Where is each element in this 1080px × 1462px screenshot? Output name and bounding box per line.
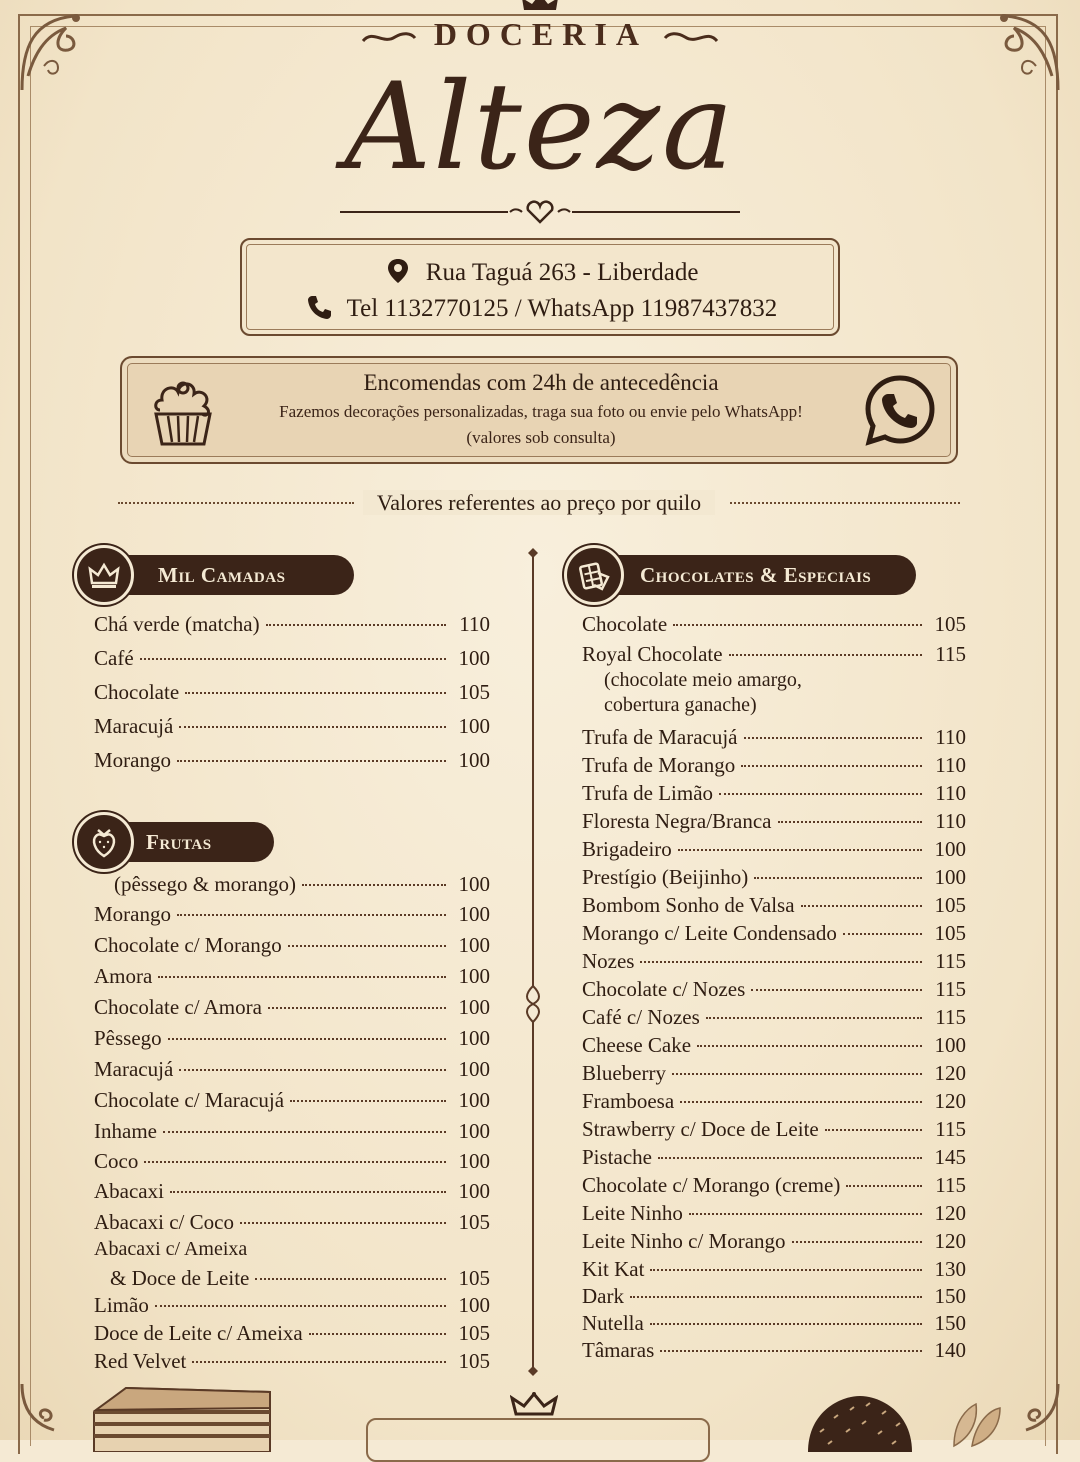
item-name: Leite Ninho <box>582 1201 683 1225</box>
leader-dots <box>309 1333 446 1335</box>
chocolate-bar-icon <box>578 559 610 591</box>
menu-item <box>94 902 490 927</box>
item-name: Kit Kat <box>582 1257 645 1281</box>
menu-item <box>582 1229 966 1254</box>
truffle-icon <box>800 1392 920 1452</box>
leader-dots <box>678 849 922 851</box>
leader-dots <box>719 793 922 795</box>
menu-item <box>582 865 966 890</box>
item-price: 100 <box>458 1179 490 1203</box>
leader-dots <box>268 1007 446 1009</box>
leader-dots <box>155 1305 446 1307</box>
item-price: 110 <box>935 809 966 833</box>
menu-item <box>582 1338 966 1363</box>
menu-item <box>582 1257 966 1282</box>
item-detail: cobertura ganache) <box>604 694 757 716</box>
leader-dots <box>185 692 446 694</box>
corner-ornament-bottom-left-icon <box>14 1380 74 1440</box>
menu-item <box>110 1266 490 1291</box>
item-name: Chá verde (matcha) <box>94 612 260 636</box>
bottom-crown-icon <box>510 1392 558 1418</box>
leader-dots <box>650 1323 922 1325</box>
section-title-frutas: Frutas <box>104 822 274 862</box>
price-note <box>118 490 960 516</box>
item-name: Café <box>94 646 134 670</box>
menu-item <box>94 964 490 989</box>
item-name: Bombom Sonho de Valsa <box>582 893 795 917</box>
item-price: 140 <box>934 1338 966 1362</box>
menu-item <box>94 995 490 1020</box>
menu-item <box>94 1293 490 1318</box>
leader-dots <box>640 961 922 963</box>
leader-dots <box>163 1131 446 1133</box>
item-price: 100 <box>458 646 490 670</box>
leader-dots <box>158 976 446 978</box>
item-price: 110 <box>459 612 490 636</box>
leader-dots <box>843 933 922 935</box>
orders-note: (valores sob consulta) <box>466 428 616 447</box>
menu-item <box>582 1173 966 1198</box>
leader-dots <box>170 1191 446 1193</box>
menu-item <box>582 612 966 637</box>
item-price: 100 <box>458 1088 490 1112</box>
item-price: 110 <box>935 753 966 777</box>
item-price: 100 <box>934 1033 966 1057</box>
item-name: Trufa de Morango <box>582 753 736 777</box>
strawberry-icon <box>88 826 120 858</box>
menu-item <box>582 725 966 750</box>
whatsapp-icon[interactable] <box>864 374 936 446</box>
item-name: Brigadeiro <box>582 837 672 861</box>
leader-dots <box>630 1296 922 1298</box>
item-price: 115 <box>935 1005 966 1029</box>
location-pin-icon <box>386 258 410 284</box>
menu-item <box>94 714 490 739</box>
menu-item <box>582 1089 966 1114</box>
item-name: Royal Chocolate <box>582 642 723 666</box>
phone-text[interactable]: Tel 1132770125 / WhatsApp 11987437832 <box>346 295 778 322</box>
leader-dots <box>302 884 446 886</box>
leader-dots <box>729 654 922 656</box>
item-name: Maracujá <box>94 714 174 738</box>
leader-dots <box>778 821 922 823</box>
item-price: 105 <box>458 1266 490 1290</box>
item-name: Limão <box>94 1293 149 1317</box>
menu-item <box>582 809 966 834</box>
menu-item <box>94 1149 490 1174</box>
flourish-left-icon <box>361 31 417 45</box>
menu-item <box>582 1117 966 1142</box>
bottom-frame <box>366 1418 710 1462</box>
brand-name: Alteza <box>344 58 736 197</box>
item-price: 105 <box>934 921 966 945</box>
item-name: Prestígio (Beijinho) <box>582 865 749 889</box>
heart-divider-icon <box>340 200 740 226</box>
item-name: Abacaxi c/ Ameixa <box>94 1238 248 1260</box>
item-name: (pêssego & morango) <box>114 872 296 896</box>
leader-dots <box>179 1069 446 1071</box>
item-name: Chocolate c/ Maracujá <box>94 1088 285 1112</box>
item-name: Floresta Negra/Branca <box>582 809 772 833</box>
item-price: 100 <box>458 933 490 957</box>
item-name: Blueberry <box>582 1061 666 1085</box>
menu-item <box>582 1145 966 1170</box>
price-note-row <box>118 490 960 518</box>
menu-item <box>94 1179 490 1204</box>
item-name: Pêssego <box>94 1026 162 1050</box>
address-line <box>242 258 842 287</box>
item-price: 105 <box>458 1321 490 1345</box>
item-price: 100 <box>458 1026 490 1050</box>
item-price: 105 <box>934 612 966 636</box>
leader-dots <box>177 760 446 762</box>
section-badge-chocolates <box>564 545 624 605</box>
brand-kicker-text: DOCERIA <box>433 16 647 52</box>
leader-dots <box>650 1269 922 1271</box>
item-price: 100 <box>458 714 490 738</box>
item-price: 100 <box>458 1057 490 1081</box>
menu-item <box>94 646 490 671</box>
phone-icon <box>307 294 331 320</box>
item-name: Nozes <box>582 949 635 973</box>
item-price: 110 <box>935 781 966 805</box>
column-divider <box>532 552 534 1372</box>
menu-item <box>582 1311 966 1336</box>
leader-dots <box>255 1278 446 1280</box>
menu-item <box>94 680 490 705</box>
leader-dots <box>290 1100 446 1102</box>
item-name: Inhame <box>94 1119 157 1143</box>
item-name: Leite Ninho c/ Morango <box>582 1229 786 1253</box>
menu-item <box>582 642 966 667</box>
item-name: Strawberry c/ Doce de Leite <box>582 1117 819 1141</box>
leader-dots <box>673 624 922 626</box>
menu-item <box>582 1061 966 1086</box>
item-name: Tâmaras <box>582 1338 655 1362</box>
item-price: 100 <box>458 748 490 772</box>
item-name: Morango <box>94 748 171 772</box>
leader-dots <box>741 765 922 767</box>
item-name: Morango c/ Leite Condensado <box>582 921 837 945</box>
menu-item <box>94 933 490 958</box>
menu-item <box>114 872 490 897</box>
corner-ornament-bottom-right-icon <box>1006 1380 1066 1440</box>
contact-box <box>240 238 840 336</box>
cake-slice-icon <box>86 1382 276 1452</box>
item-name: Amora <box>94 964 153 988</box>
item-price: 115 <box>935 949 966 973</box>
leader-dots <box>177 914 446 916</box>
item-price: 120 <box>934 1061 966 1085</box>
section-badge-frutas <box>74 812 134 872</box>
orders-subtitle: Fazemos decorações personalizadas, traga sua foto ou envie pelo WhatsApp! <box>279 402 803 421</box>
divider-cap-bottom-icon <box>528 1366 538 1376</box>
flourish-right-icon <box>663 31 719 45</box>
menu-item <box>582 921 966 946</box>
leader-dots <box>754 877 922 879</box>
item-name: Abacaxi c/ Coco <box>94 1210 234 1234</box>
orders-title: Encomendas com 24h de antecedência <box>363 370 719 395</box>
item-price: 120 <box>934 1089 966 1113</box>
leader-dots <box>288 945 446 947</box>
section-badge-mil-camadas <box>74 545 134 605</box>
item-name: Abacaxi <box>94 1179 164 1203</box>
divider-ornament-icon <box>521 984 545 1024</box>
item-name: Chocolate <box>94 680 180 704</box>
item-price: 105 <box>458 1349 490 1373</box>
item-name: Dark <box>582 1284 624 1308</box>
menu-item <box>94 1210 490 1235</box>
menu-item <box>94 1026 490 1051</box>
item-price: 130 <box>934 1257 966 1281</box>
section-title-chocolates: Chocolates & Especiais <box>594 555 916 595</box>
menu-item <box>582 781 966 806</box>
menu-item <box>94 1057 490 1082</box>
item-name: Pistache <box>582 1145 652 1169</box>
item-price: 115 <box>935 977 966 1001</box>
leader-dots <box>660 1350 922 1352</box>
item-price: 150 <box>934 1284 966 1308</box>
menu-item <box>582 1201 966 1226</box>
item-price: 145 <box>934 1145 966 1169</box>
menu-item <box>582 837 966 862</box>
leader-dots <box>751 989 922 991</box>
item-price: 100 <box>458 872 490 896</box>
item-name: Trufa de Maracujá <box>582 725 738 749</box>
item-price: 100 <box>458 1119 490 1143</box>
leader-dots <box>240 1222 446 1224</box>
menu-item <box>94 1321 490 1346</box>
leaf-icon <box>948 1400 1008 1448</box>
item-name: Chocolate c/ Morango <box>94 933 282 957</box>
item-price: 100 <box>458 902 490 926</box>
menu-item <box>582 977 966 1002</box>
menu-item <box>582 893 966 918</box>
item-name: Chocolate c/ Amora <box>94 995 262 1019</box>
item-price: 110 <box>935 725 966 749</box>
leader-dots <box>144 1161 446 1163</box>
leader-dots <box>140 658 446 660</box>
item-name: Chocolate <box>582 612 668 636</box>
leader-dots <box>706 1017 922 1019</box>
menu-item <box>94 748 490 773</box>
item-price: 115 <box>935 1117 966 1141</box>
item-name: Framboesa <box>582 1089 675 1113</box>
item-name: Doce de Leite c/ Ameixa <box>94 1321 303 1345</box>
menu-item <box>94 1349 490 1374</box>
item-name: Chocolate c/ Morango (creme) <box>582 1173 841 1197</box>
item-price: 100 <box>458 1293 490 1317</box>
item-name: Trufa de Limão <box>582 781 714 805</box>
item-price: 100 <box>458 995 490 1019</box>
leader-dots <box>689 1213 922 1215</box>
address-text: Rua Taguá 263 - Liberdade <box>425 259 699 286</box>
item-price: 105 <box>458 680 490 704</box>
leader-dots <box>801 905 922 907</box>
item-price: 100 <box>934 865 966 889</box>
menu-item <box>582 753 966 778</box>
phone-line <box>242 294 842 323</box>
leader-dots <box>168 1038 446 1040</box>
menu-item <box>94 612 490 637</box>
section-title-mil-camadas: Mil Camadas <box>104 555 354 595</box>
item-price: 100 <box>458 964 490 988</box>
crown-icon <box>88 559 120 591</box>
item-detail: (chocolate meio amargo, <box>604 669 802 691</box>
item-name: Chocolate c/ Nozes <box>582 977 746 1001</box>
item-name: Morango <box>94 902 171 926</box>
menu-item <box>582 1284 966 1309</box>
item-name: Maracujá <box>94 1057 174 1081</box>
menu-item <box>94 1088 490 1113</box>
leader-dots <box>179 726 446 728</box>
item-price: 100 <box>934 837 966 861</box>
leader-dots <box>825 1129 922 1131</box>
leader-dots <box>192 1361 446 1363</box>
menu-item <box>582 949 966 974</box>
item-name: Nutella <box>582 1311 644 1335</box>
leader-dots <box>680 1101 922 1103</box>
item-name: Red Velvet <box>94 1349 187 1373</box>
brand-kicker <box>0 16 1080 53</box>
item-name-line-2: & Doce de Leite <box>110 1266 250 1290</box>
leader-dots <box>846 1185 922 1187</box>
item-price: 105 <box>934 893 966 917</box>
menu-item <box>582 1005 966 1030</box>
orders-banner <box>120 356 958 464</box>
price-note-text: Valores referentes ao preço por quilo <box>363 490 715 515</box>
item-price: 150 <box>934 1311 966 1335</box>
item-price: 120 <box>934 1229 966 1253</box>
divider-cap-top-icon <box>528 548 538 558</box>
item-price: 120 <box>934 1201 966 1225</box>
item-price: 115 <box>935 1173 966 1197</box>
leader-dots <box>744 737 922 739</box>
menu-item <box>94 1119 490 1144</box>
leader-dots <box>672 1073 922 1075</box>
item-price: 105 <box>458 1210 490 1234</box>
top-crown-icon <box>520 0 560 12</box>
item-name: Café c/ Nozes <box>582 1005 700 1029</box>
item-name: Cheese Cake <box>582 1033 692 1057</box>
leader-dots <box>792 1241 922 1243</box>
leader-dots <box>266 624 446 626</box>
leader-dots <box>658 1157 922 1159</box>
item-name: Coco <box>94 1149 139 1173</box>
leader-dots <box>697 1045 922 1047</box>
item-price: 115 <box>935 642 966 666</box>
item-price: 100 <box>458 1149 490 1173</box>
menu-item <box>582 1033 966 1058</box>
